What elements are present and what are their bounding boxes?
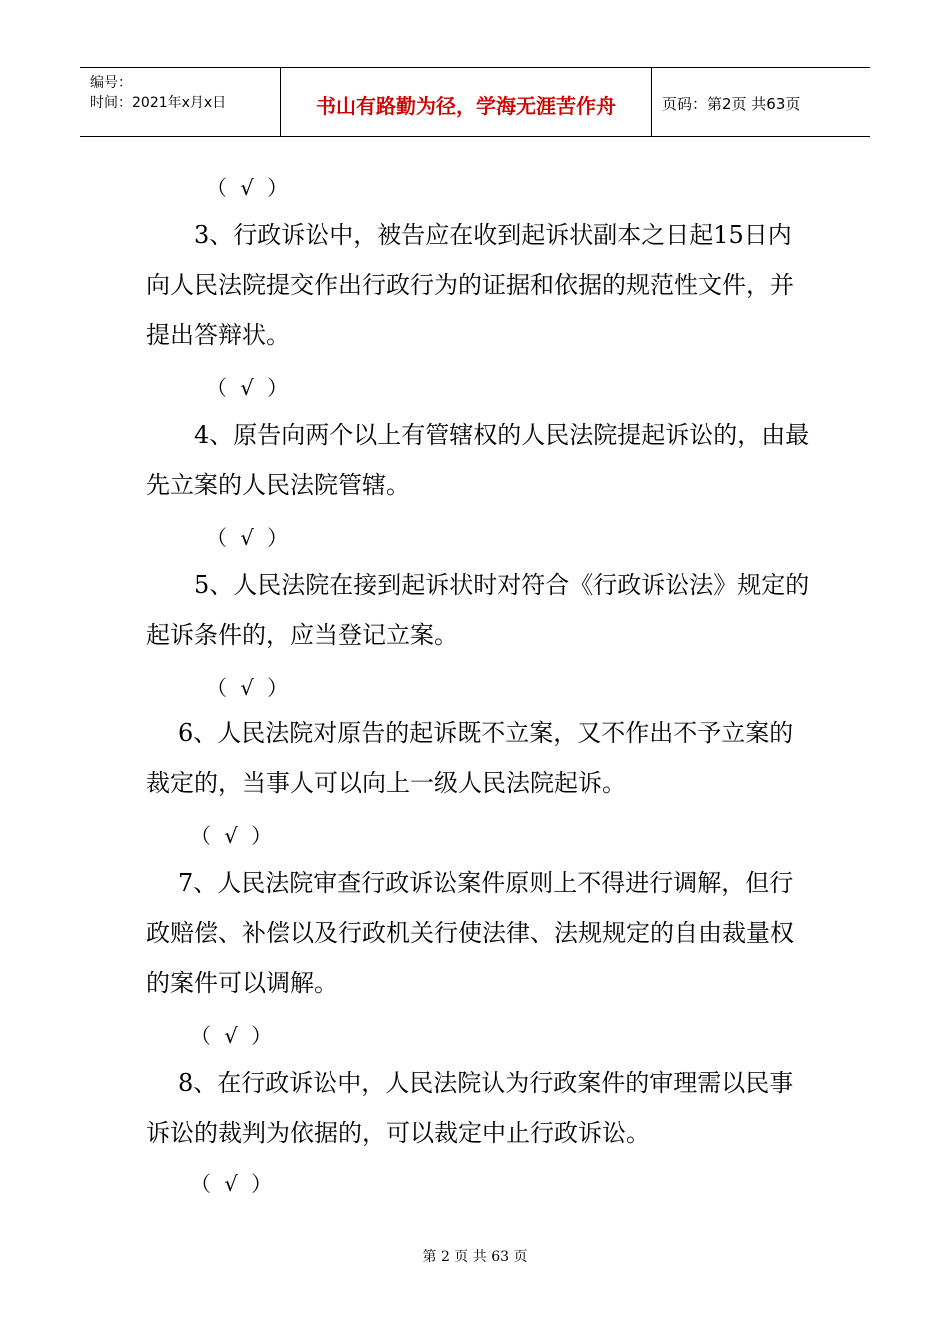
question-4: 4、原告向两个以上有管辖权的人民法院提起诉讼的，由最先立案的人民法院管辖。: [146, 421, 810, 499]
header-meta-cell: [80, 68, 280, 136]
document-number-label: 编号：: [90, 75, 132, 91]
document-date-label: 时间：2021年x月x日: [90, 95, 227, 111]
page-header: [80, 67, 870, 137]
answer-mark: （ √ ）: [190, 824, 273, 848]
answer-mark: （ √ ）: [206, 526, 289, 550]
question-7: 7、人民法院审查行政诉讼案件原则上不得进行调解，但行政赔偿、补偿以及行政机关行使法律、法规规定的自由裁量权的案件可以调解。: [146, 869, 794, 997]
answer-mark: （ √ ）: [206, 676, 289, 700]
question-3: 3、行政诉讼中，被告应在收到起诉状副本之日起15日内向人民法院提交作出行政行为的证据和依据的规范性文件，并提出答辩状。: [146, 221, 794, 349]
answer-mark: （ √ ）: [190, 1024, 273, 1048]
page-footer: 第 2 页 共 63 页: [422, 1249, 528, 1265]
header-page-info: 页码：第2页 共63页: [662, 95, 801, 113]
header-page-cell: [652, 68, 870, 136]
header-motto-cell: [280, 68, 652, 136]
header-motto: 书山有路勤为径，学海无涯苦作舟: [316, 94, 616, 118]
question-8: 8、在行政诉讼中，人民法院认为行政案件的审理需以民事诉讼的裁判为依据的，可以裁定中止行政诉讼。: [146, 1069, 794, 1147]
question-6: 6、人民法院对原告的起诉既不立案，又不作出不予立案的裁定的，当事人可以向上一级人民法院起诉。: [146, 719, 794, 797]
answer-mark: （ √ ）: [206, 176, 289, 200]
answer-mark: （ √ ）: [206, 376, 289, 400]
question-5: 5、人民法院在接到起诉状时对符合《行政诉讼法》规定的起诉条件的，应当登记立案。: [146, 571, 810, 649]
answer-mark: （ √ ）: [190, 1172, 273, 1196]
